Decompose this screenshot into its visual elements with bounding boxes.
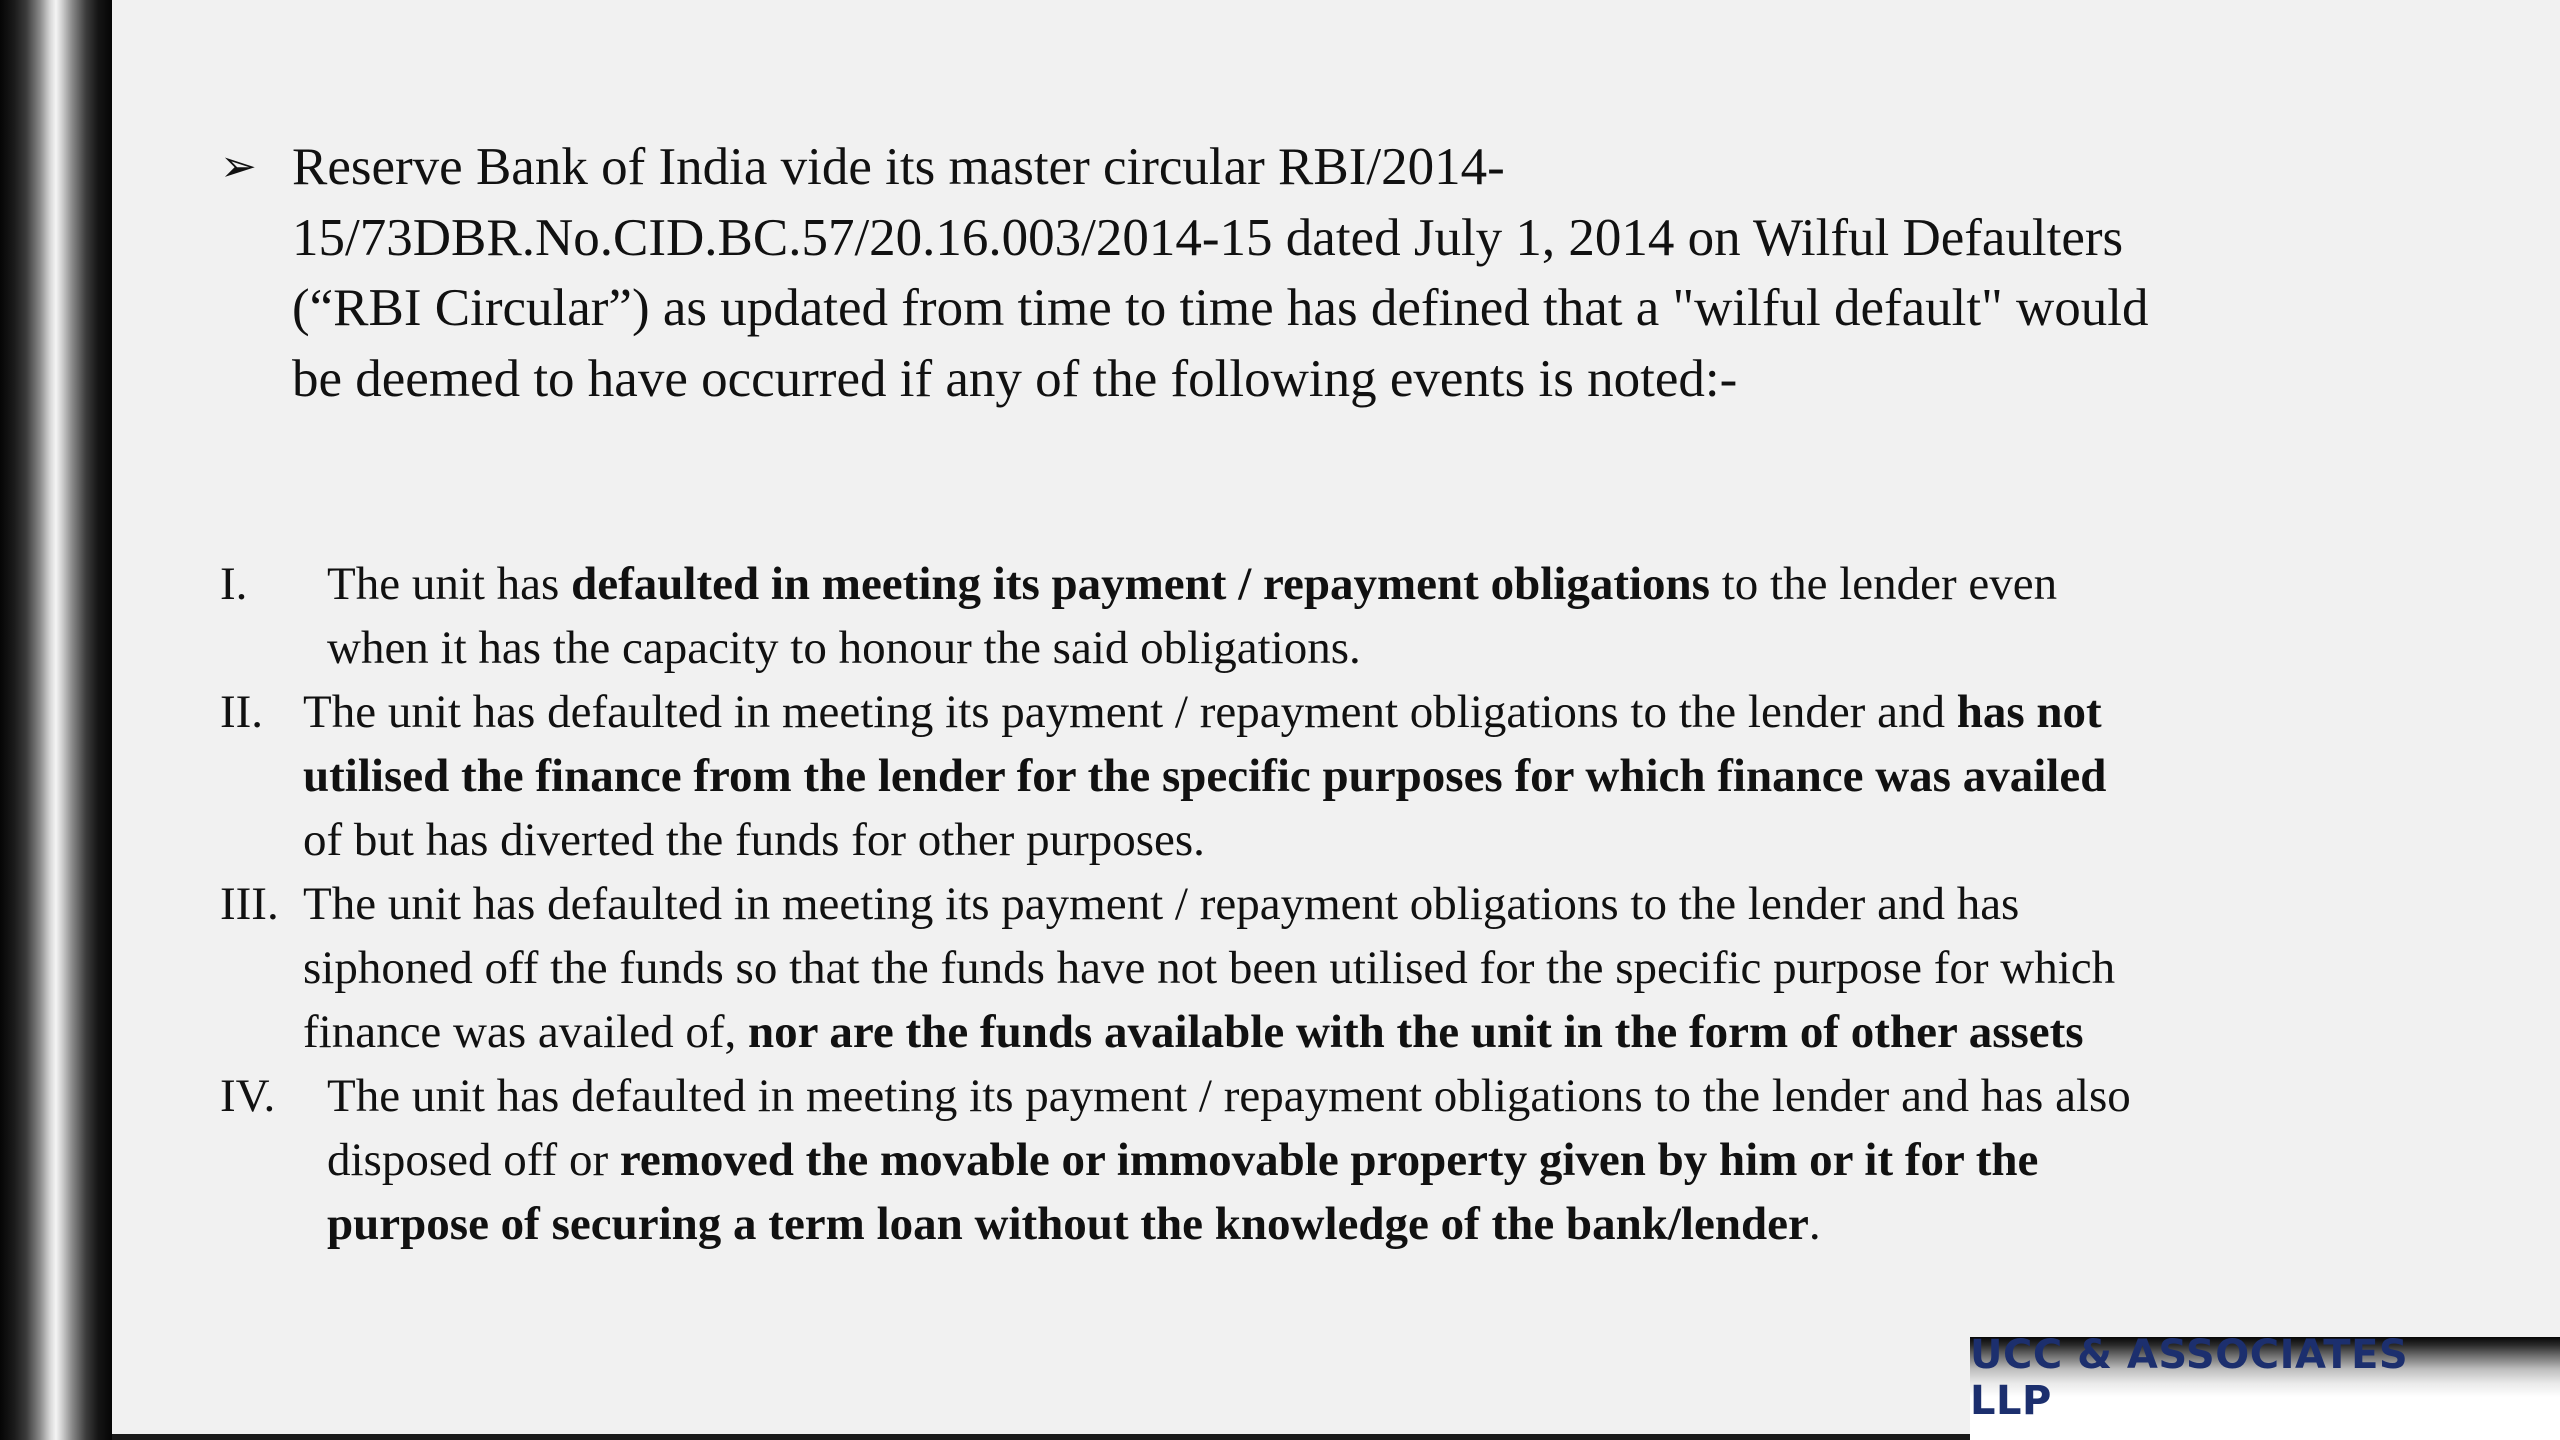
list-line [303, 1000, 2115, 1064]
text-run: disposed off or [327, 1134, 620, 1186]
list-line [327, 616, 2057, 680]
text-run: siphoned off the funds so that the funds have not been utilised for the specific purpose for which [303, 942, 2116, 994]
list-line [327, 1064, 2131, 1128]
list-numeral: III. [220, 878, 279, 930]
bold-text-run: nor are the funds available with the unit in the form of other assets [748, 1006, 2084, 1058]
list-numeral: IV. [220, 1070, 276, 1122]
text-run: The unit has defaulted in meeting its payment / repayment obligations to the lender and has [303, 878, 2020, 930]
text-run: of but has diverted the funds for other purposes. [303, 814, 1205, 866]
list-line [327, 552, 2057, 616]
list-item-body [303, 680, 2106, 872]
list-line [303, 744, 2106, 808]
list-line [303, 872, 2115, 936]
list-line [327, 1192, 2131, 1256]
text-run: finance was availed of, [303, 1006, 748, 1058]
text-run: The unit has defaulted in meeting its payment / repayment obligations to the lender and [303, 686, 1957, 738]
bold-text-run: defaulted in meeting its payment / repayment obligations [571, 558, 1710, 610]
list-numeral: I. [220, 558, 248, 610]
list-item-body [303, 872, 2115, 1064]
company-logo-box [1970, 1332, 2560, 1440]
text-run: when it has the capacity to honour the said obligations. [327, 622, 1361, 674]
list-item-body [327, 552, 2057, 680]
list-numeral: II. [220, 686, 264, 738]
list-line [303, 680, 2106, 744]
intro-line: Reserve Bank of India vide its master circular RBI/2014- [292, 138, 1505, 196]
company-logo-text: UCC & ASSOCIATES LLP [1970, 1332, 2409, 1424]
intro-line: (“RBI Circular”) as updated from time to time has defined that a "wilful default" would [292, 279, 2149, 337]
bold-text-run: has not [1956, 686, 2102, 738]
bold-text-run: removed the movable or immovable property given by him or it for the [619, 1134, 2039, 1186]
text-run: The unit has [327, 558, 572, 610]
list-line [303, 808, 2106, 872]
bold-text-run: purpose of securing a term loan without the knowledge of the bank/lender [327, 1198, 1809, 1250]
intro-line: be deemed to have occurred if any of the following events is noted:- [292, 349, 1738, 408]
bold-text-run: utilised the finance from the lender for the specific purposes for which finance was availed [303, 750, 2107, 802]
text-run: to the lender even [1709, 558, 2058, 610]
list-item-body [327, 1064, 2131, 1256]
arrow-bullet-icon: ➢ [220, 141, 257, 192]
intro-text [292, 132, 2382, 414]
text-run: The unit has defaulted in meeting its payment / repayment obligations to the lender and has also [327, 1070, 2131, 1122]
list-line [327, 1128, 2131, 1192]
list-line [303, 936, 2115, 1000]
intro-line: 15/73DBR.No.CID.BC.57/20.16.003/2014-15 dated July 1, 2014 on Wilful Defaulters [292, 208, 2124, 267]
text-run: . [1808, 1198, 1821, 1250]
